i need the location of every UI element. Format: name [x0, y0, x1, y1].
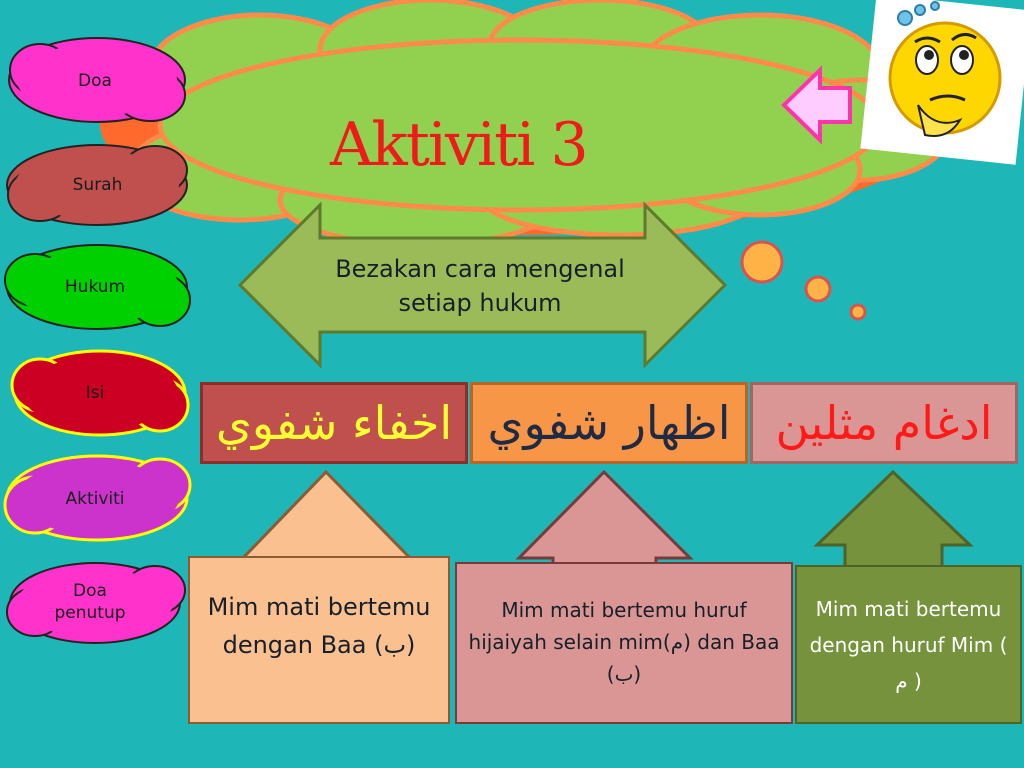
instruction-text: Bezakan cara mengenal setiap hukum [335, 255, 625, 317]
page-title: Aktiviti 3 [330, 110, 587, 180]
thinking-face-icon [860, 0, 1024, 165]
nav-item-aktiviti[interactable]: Aktiviti [65, 489, 125, 509]
nav-item-hukum[interactable]: Hukum [64, 277, 126, 297]
desc-idgham: Mim mati bertemu dengan huruf Mim ( م ) [795, 565, 1022, 724]
up-arrow-3 [817, 472, 970, 575]
nav-item-isi[interactable]: Isi [85, 383, 105, 403]
nav-item-surah[interactable]: Surah [72, 175, 123, 195]
nav-item-doa[interactable]: Doa [78, 71, 112, 91]
desc-ikhfa: Mim mati bertemu dengan Baa (ب) [188, 556, 450, 724]
hukum-idgham-mithlain: ادغام مثلين [750, 382, 1018, 464]
thought-bubbles [742, 242, 865, 319]
hukum-ikhfa-syafawi: اخفاء شفوي [200, 382, 468, 464]
nav-item-doa-penutup[interactable]: Doa penutup [54, 581, 126, 623]
desc-izhar: Mim mati bertemu huruf hijaiyah selain mim(م) dan Baa (ب) [455, 562, 793, 724]
hukum-izhar-syafawi: اظهار شفوي [470, 382, 748, 464]
